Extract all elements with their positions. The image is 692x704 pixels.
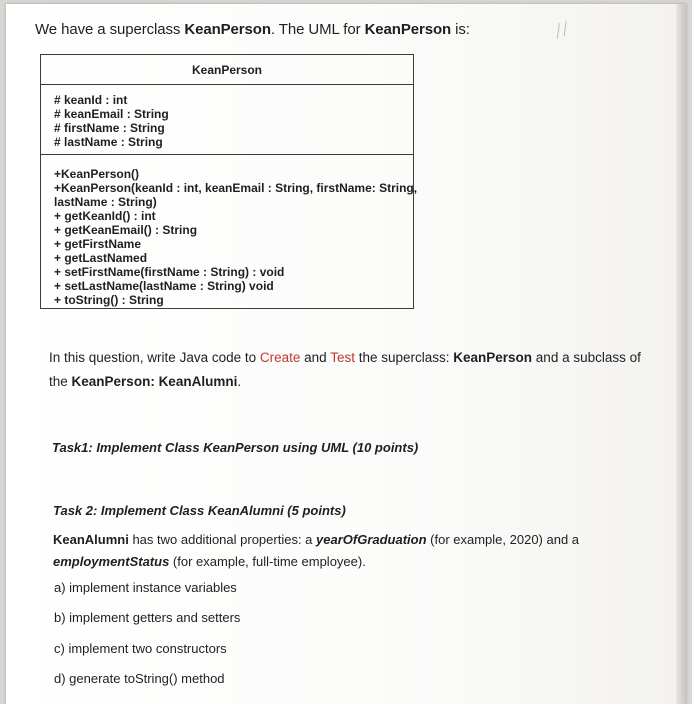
page-edge-shadow — [676, 4, 686, 704]
uml-method: + setLastName(lastName : String) void — [54, 279, 274, 293]
document-page — [6, 4, 686, 704]
uml-method: + setFirstName(firstName : String) : void — [54, 265, 285, 279]
uml-methods — [41, 155, 418, 307]
task2-item: c) implement two constructors — [54, 641, 227, 656]
question-line-1: In this question, write Java code to Create and Test the superclass: KeanPerson and a subclass of — [49, 350, 641, 365]
uml-attribute: # keanEmail : String — [54, 107, 169, 121]
uml-method: lastName : String) — [54, 195, 157, 209]
uml-method: + getFirstName — [54, 237, 142, 251]
uml-class-name: KeanPerson — [41, 55, 413, 85]
question-line-2: the KeanPerson: KeanAlumni. — [49, 374, 242, 389]
uml-attribute: # keanId : int — [54, 93, 128, 107]
page-smudge: ╱╱ — [552, 20, 571, 39]
uml-attribute: # lastName : String — [54, 135, 163, 149]
uml-attributes — [41, 84, 413, 155]
uml-method: + toString() : String — [54, 293, 164, 307]
task2-heading: Task 2: Implement Class KeanAlumni (5 points) — [53, 503, 346, 518]
uml-method: + getKeanEmail() : String — [54, 223, 198, 237]
uml-method: +KeanPerson() — [54, 167, 140, 181]
intro-sentence: We have a superclass KeanPerson. The UML for KeanPerson is: — [35, 21, 470, 38]
uml-attribute: # firstName : String — [54, 121, 165, 135]
uml-class-diagram — [40, 54, 418, 309]
uml-method: + getKeanId() : int — [54, 209, 156, 223]
task2-item: a) implement instance variables — [54, 580, 237, 595]
uml-method: +KeanPerson(keanId : int, keanEmail : String, firstName: String, — [54, 181, 418, 195]
task2-description: KeanAlumni has two additional properties: a yearOfGraduation (for example, 2020) and a employmentStatus (for example, full-time employee). — [53, 532, 580, 569]
task2-item: d) generate toString() method — [54, 671, 225, 686]
uml-method: + getLastNamed — [54, 251, 148, 265]
task2-item: b) implement getters and setters — [54, 610, 241, 625]
task1-heading: Task1: Implement Class KeanPerson using UML (10 points) — [52, 440, 419, 455]
